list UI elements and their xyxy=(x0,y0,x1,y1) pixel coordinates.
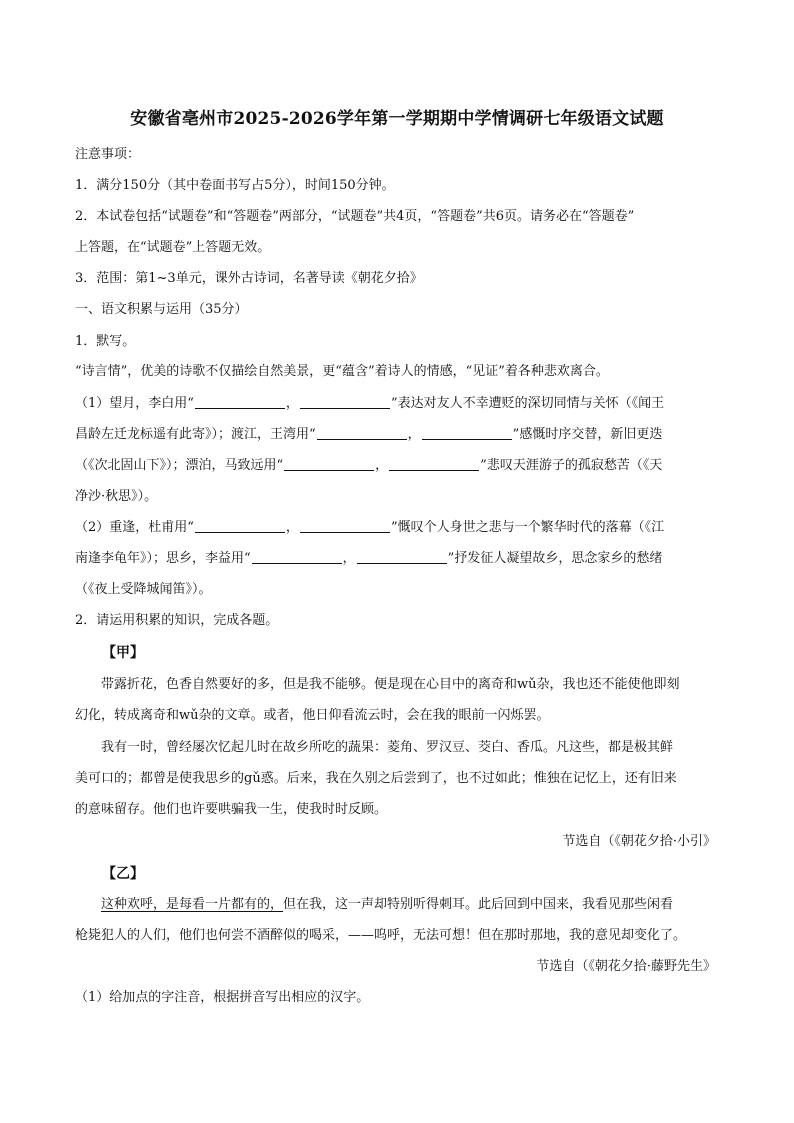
text-segment: ”表达对友人不幸遭贬的深切同情与关怀（《闻王 xyxy=(390,396,665,411)
question-1-part2-line3: （《夜上受降城闻笛》）。 xyxy=(75,582,212,597)
question-1-part1-line1 xyxy=(75,396,664,412)
passage-jia-line: 带露折花，色香自然要好的多，但是我不能够。便是现在心目中的离奇和wǔ杂，我也还不能使他即刻 xyxy=(101,677,680,692)
text-segment: 昌龄左迁龙标遥有此寄》）；渡江，王湾用“ xyxy=(75,427,316,442)
answer-blank[interactable] xyxy=(389,458,479,471)
answer-blank[interactable] xyxy=(357,551,447,564)
text-segment: ”抒发征人凝望故乡，思念家乡的愁绪 xyxy=(447,551,663,566)
passage-jia-line: 幻化，转成离奇和wǔ杂的文章。或者，他日仰看流云时，会在我的眼前一闪烁罢。 xyxy=(75,708,550,723)
text-segment: ”慨叹个人身世之悲与一个繁华时代的落幕（《江 xyxy=(390,520,665,535)
exam-title: 安徽省亳州市2025-2026学年第一学期期中学情调研七年级语文试题 xyxy=(130,109,664,129)
question-1-part2-line1 xyxy=(75,520,664,536)
text-segment: ， xyxy=(285,520,299,535)
question-1-part2-line2 xyxy=(75,551,662,567)
answer-blank[interactable] xyxy=(195,520,285,533)
notice-item-1: 1．满分150分（其中卷面书写占5分），时间150分钟。 xyxy=(75,178,395,193)
answer-blank[interactable] xyxy=(300,396,390,409)
answer-blank[interactable] xyxy=(422,427,512,440)
notice-item-2a: 2．本试卷包括“试题卷”和“答题卷”两部分，“试题卷”共4页，“答题卷”共6页。请务必在“答题卷” xyxy=(75,209,635,224)
question-1-part1-line4: 净沙·秋思》）。 xyxy=(75,489,158,504)
text-segment: ， xyxy=(342,551,356,566)
answer-blank[interactable] xyxy=(284,458,374,471)
notice-item-3: 3．范围：第1~3单元，课外古诗词，名著导读《朝花夕拾》 xyxy=(75,271,423,286)
text-segment: （2）重逢，杜甫用“ xyxy=(75,520,194,535)
question-1-part1-line2 xyxy=(75,427,662,443)
question-1-part1-line3 xyxy=(75,458,662,474)
underlined-sentence: 这种欢呼，是每看一片都有的， xyxy=(101,897,284,912)
text-segment: （1）望月，李白用“ xyxy=(75,396,194,411)
question-1-intro: “诗言情”，优美的诗歌不仅描绘自然美景，更“蕴含”着诗人的情感，“见证”着各种悲欢离合。 xyxy=(75,364,609,379)
text-segment: ， xyxy=(285,396,299,411)
passage-jia-label: 【甲】 xyxy=(102,645,144,661)
text-segment: （《次北固山下》）；漂泊，马致远用“ xyxy=(75,458,284,473)
sub-question-1: （1）给加点的字注音，根据拼音写出相应的汉字。 xyxy=(75,990,370,1005)
text-segment: ， xyxy=(407,427,421,442)
passage-jia-source: 节选自（《朝花夕拾·小引》 xyxy=(562,834,716,849)
passage-yi-label: 【乙】 xyxy=(102,866,144,882)
notice-heading: 注意事项： xyxy=(75,147,141,162)
text-segment: ”感慨时序交替，新旧更迭 xyxy=(512,427,663,442)
answer-blank[interactable] xyxy=(300,520,390,533)
question-1-label: 1．默写。 xyxy=(75,334,136,349)
text-segment: ， xyxy=(375,458,389,473)
text-segment: 但在我，这一声却特别听得刺耳。此后回到中国来，我看见那些闲看 xyxy=(283,897,674,912)
question-2-label: 2．请运用积累的知识，完成各题。 xyxy=(75,613,279,628)
answer-blank[interactable] xyxy=(195,396,285,409)
passage-yi-line: 枪毙犯人的人们，他们也何尝不酒醉似的喝采，——呜呼，无法可想！但在那时那地，我的意见却变化了。 xyxy=(75,928,687,943)
notice-item-2b: 上答题，在“试题卷”上答题无效。 xyxy=(75,240,271,255)
section-heading: 一、语文积累与运用（35分） xyxy=(75,302,248,317)
passage-yi-source: 节选自（《朝花夕拾·藤野先生》 xyxy=(536,959,716,974)
passage-yi-line xyxy=(101,897,673,913)
answer-blank[interactable] xyxy=(317,427,407,440)
passage-jia-line: 我有一时，曾经屡次忆起儿时在故乡所吃的蔬果：菱角、罗汉豆、茭白、香瓜。凡这些，都是极其鲜 xyxy=(101,740,674,755)
answer-blank[interactable] xyxy=(252,551,342,564)
text-segment: ”悲叹天涯游子的孤寂愁苦（《天 xyxy=(480,458,663,473)
passage-jia-line: 的意味留存。他们也许要哄骗我一生，使我时时反顾。 xyxy=(75,802,388,817)
passage-jia-line: 美可口的；都曾是使我思乡的gǔ惑。后来，我在久别之后尝到了，也不过如此；惟独在记忆上，还有旧来 xyxy=(75,771,677,786)
text-segment: 南逢李龟年》）；思乡，李益用“ xyxy=(75,551,251,566)
